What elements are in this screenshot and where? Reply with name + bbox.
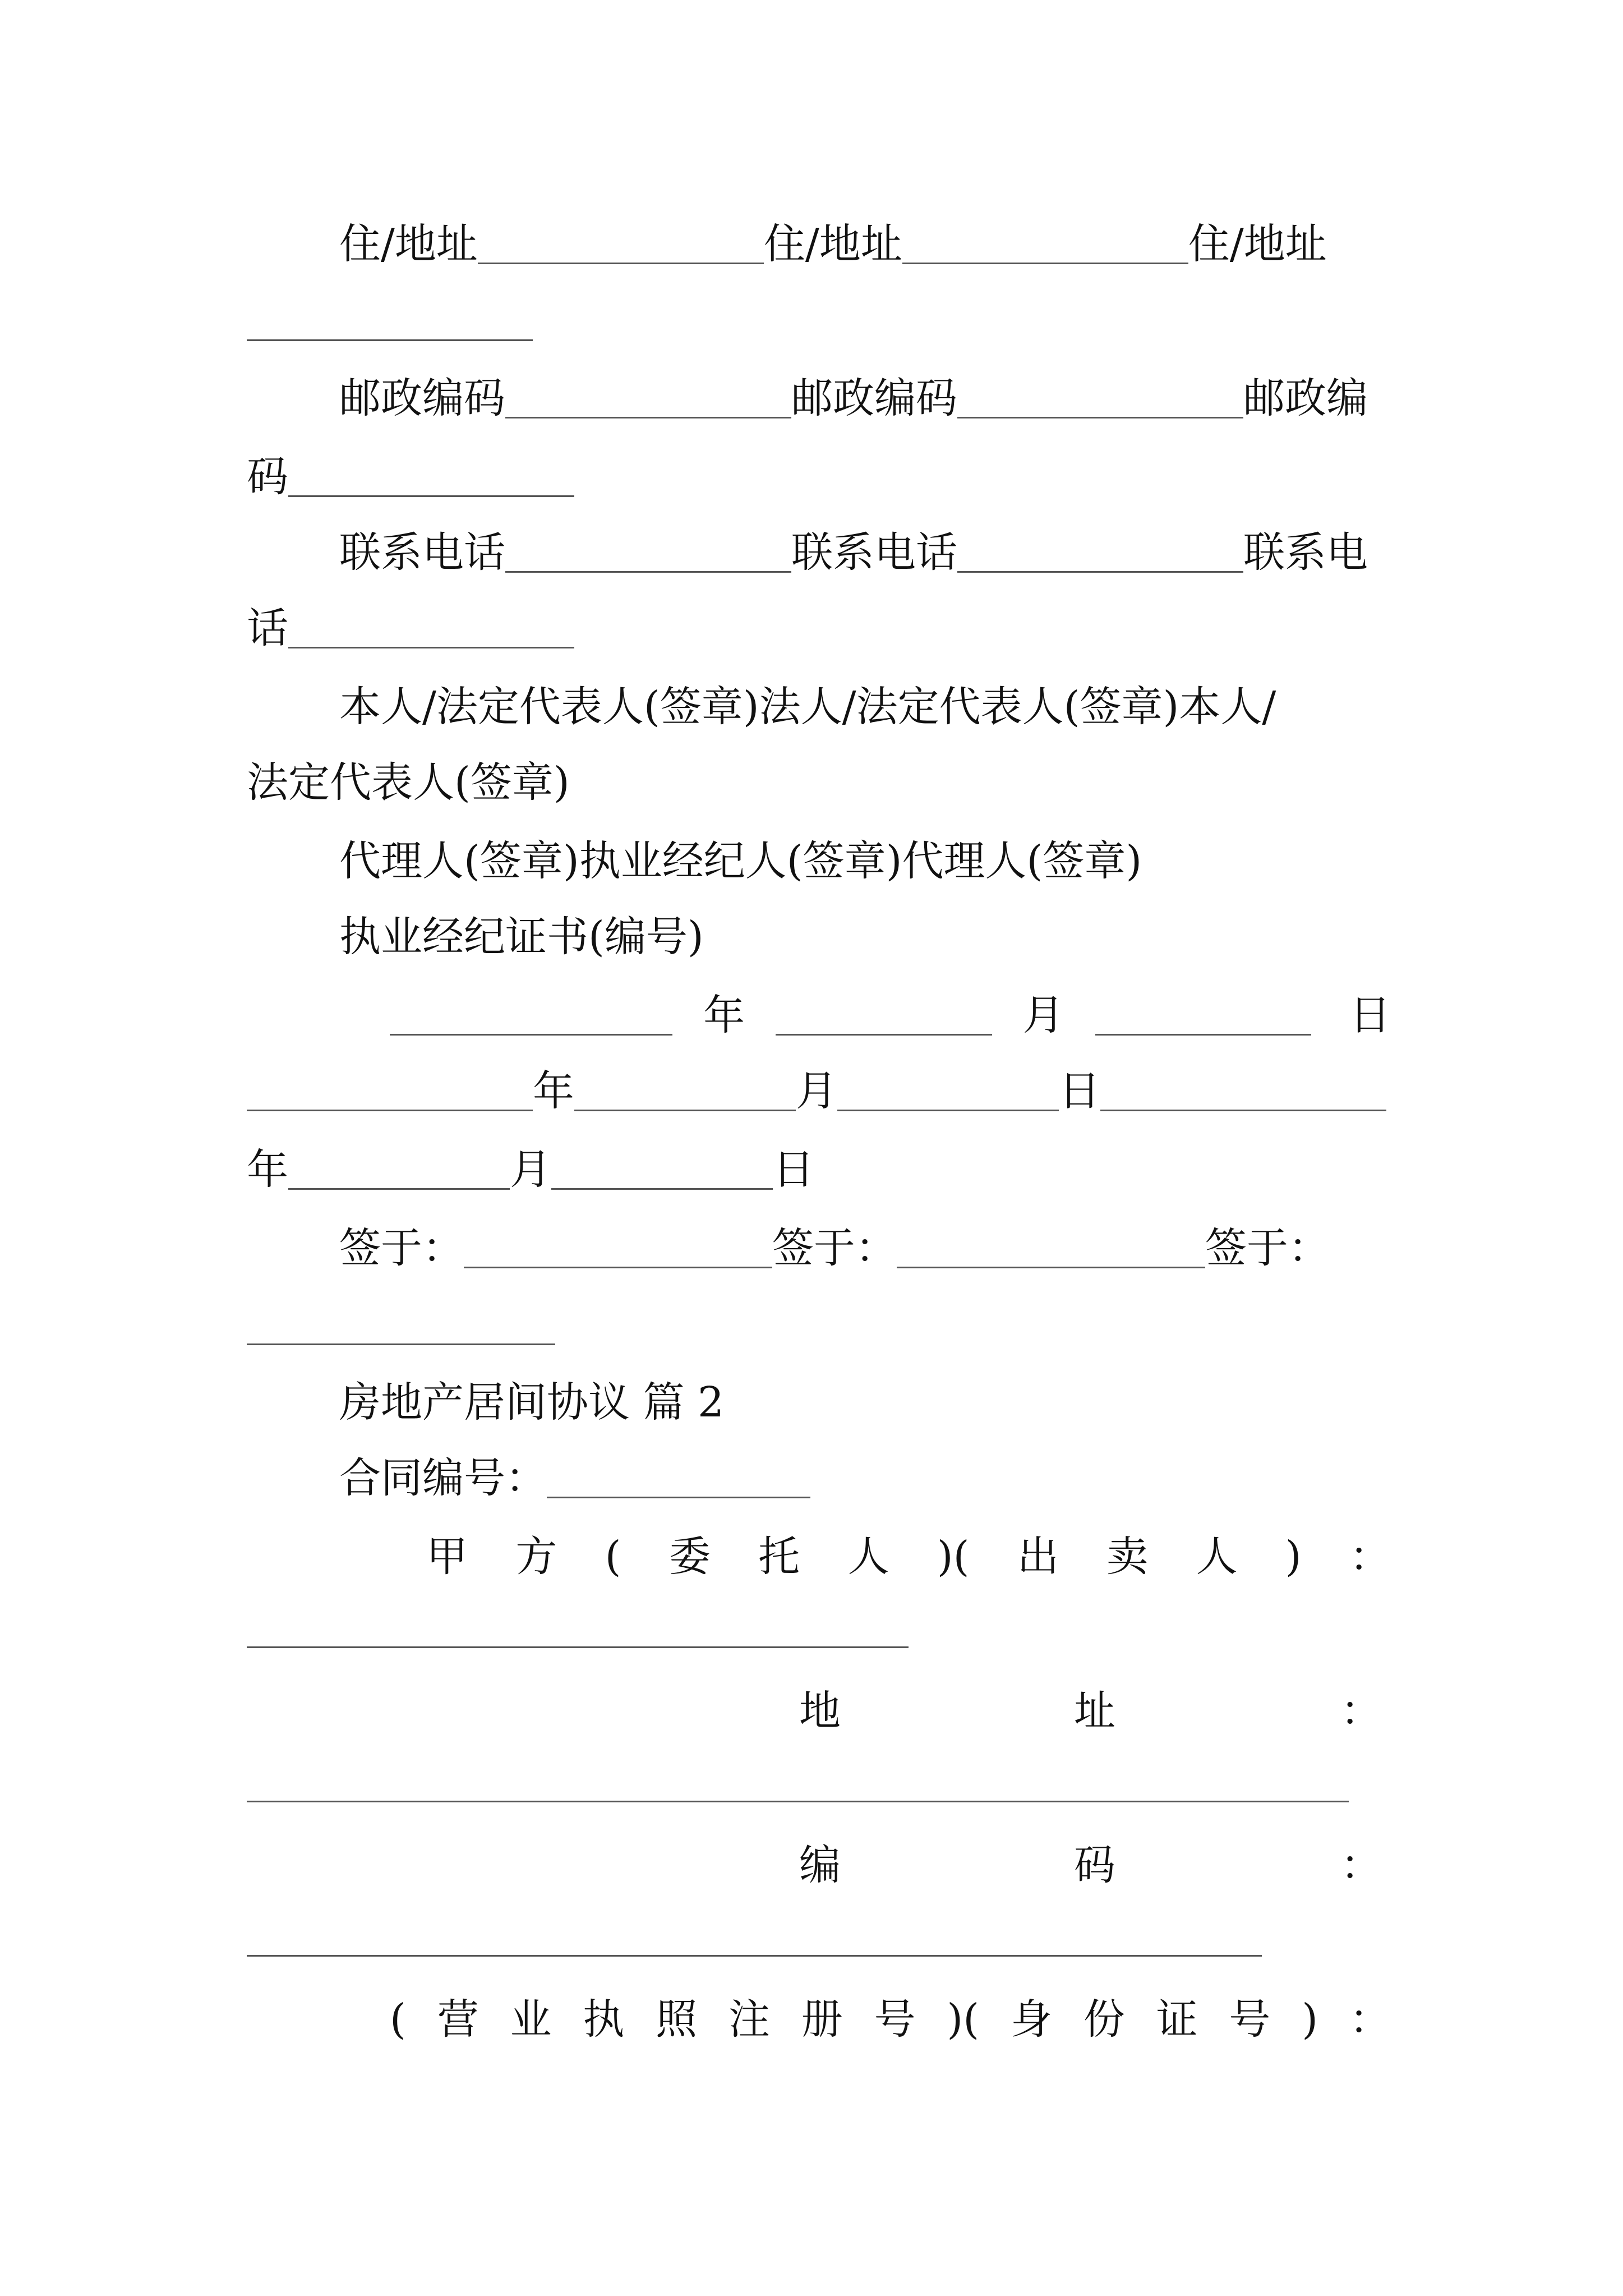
license-label-char: 业 [510,1995,552,2044]
date-row-cont [247,1130,1391,1209]
party-a-code-row [247,1826,1391,1904]
address-label: 住/地址 [763,220,902,268]
address-label-char: 址 [1074,1687,1115,1735]
phone-blank[interactable] [288,646,574,648]
phone-blank[interactable] [505,570,791,573]
license-label-char: 身 [1010,1995,1052,2044]
signed-at-label: 签于： [339,1224,464,1272]
postal-blank[interactable] [957,416,1243,418]
license-id-row [247,1980,1391,2059]
party-a-label-char: 托 [758,1533,800,1581]
signed-at-label: 签于： [1205,1224,1330,1272]
party-a-blank[interactable] [247,1646,909,1648]
day-label: 日 [773,1145,814,1194]
address-label-char: ： [1340,1687,1382,1735]
year-blank[interactable] [247,1109,533,1111]
party-a-address-row [247,1672,1391,1750]
license-label-char: 营 [437,1995,479,2044]
phone-row-cont [247,589,1391,668]
contract-number-label: 合同编号： [339,1454,547,1502]
day-blank[interactable] [1095,1033,1311,1036]
day-blank[interactable] [837,1109,1059,1111]
address-row [247,205,1391,283]
license-label-char: 份 [1083,1995,1125,2044]
year-blank[interactable] [1100,1109,1386,1111]
contract-number-row [247,1439,1391,1517]
license-label-char: 证 [1156,1995,1198,2044]
signed-at-label: 签于： [772,1224,897,1272]
party-a-code-blank[interactable] [247,1955,1262,1957]
postal-label-part: 码 [247,453,288,501]
party-a-label-char: ) [1285,1533,1302,1581]
signed-at-blank[interactable] [464,1266,772,1268]
postal-label-part: 邮政编 [1243,374,1368,422]
phone-row [247,513,1391,592]
phone-label: 联系电话 [339,528,505,577]
month-label: 月 [510,1145,551,1194]
license-label-char: ) [1302,1995,1318,2044]
party-a-label-char: ： [1349,1533,1391,1581]
party-a-label-char: 卖 [1106,1533,1149,1581]
certificate-line: 执业经纪证书(编号) [339,913,704,961]
date-row [247,1052,1391,1130]
party-a-label-char: 方 [515,1533,557,1581]
contract-number-blank[interactable] [547,1496,810,1498]
code-label-char: 编 [799,1841,841,1889]
address-blank[interactable] [902,262,1188,264]
license-label-char: 号 [874,1995,916,2044]
section-heading: 房地产居间协议 篇 2 [339,1378,725,1427]
month-blank[interactable] [574,1109,796,1111]
postal-blank[interactable] [288,495,574,497]
license-label-char: )( [947,1995,980,2044]
year-label: 年 [703,991,745,1039]
postal-label: 邮政编码 [339,374,505,422]
party-a-row [247,1517,1391,1596]
code-label-char: 码 [1074,1841,1115,1889]
phone-label-part: 联系电 [1243,528,1368,577]
day-label: 日 [1349,991,1391,1039]
license-label-char: 注 [728,1995,770,2044]
license-label-char: 册 [801,1995,843,2044]
license-label-char: 执 [583,1995,625,2044]
address-blank[interactable] [247,339,533,341]
license-label-char: ： [1349,1995,1391,2044]
postal-row-cont [247,438,1391,516]
day-blank[interactable] [551,1188,773,1190]
party-a-label-char: 人 [1196,1533,1238,1581]
signature-line-cont: 法定代表人(签章) [247,758,570,807]
date-row [247,976,1391,1055]
month-label: 月 [1022,991,1064,1039]
party-a-address-blank[interactable] [247,1801,1349,1802]
party-a-label-char: )( [937,1533,970,1581]
license-label-char: 照 [656,1995,698,2044]
signed-at-blank[interactable] [247,1343,555,1345]
postal-label: 邮政编码 [791,374,957,422]
month-blank[interactable] [288,1188,510,1190]
phone-label: 联系电话 [791,528,957,577]
party-a-label-char: ( [605,1533,621,1581]
code-label-char: ： [1340,1841,1382,1889]
signed-at-blank[interactable] [897,1266,1205,1268]
postal-blank[interactable] [505,416,791,418]
party-a-label-char: 人 [847,1533,889,1581]
address-label: 住/地址 [1188,220,1327,268]
address-blank[interactable] [478,262,764,264]
phone-label-part: 话 [247,604,288,652]
year-blank[interactable] [390,1033,672,1036]
signed-at-row [247,1209,1391,1287]
party-a-label-char: 甲 [426,1533,468,1581]
year-label: 年 [533,1067,574,1115]
agent-signature-line: 代理人(签章)执业经纪人(签章)代理人(签章) [339,837,1142,885]
signature-line: 本人/法定代表人(签章)法人/法定代表人(签章)本人/ [339,683,1276,731]
postal-row [247,359,1391,438]
phone-blank[interactable] [957,570,1243,573]
license-label-char: 号 [1229,1995,1271,2044]
year-label: 年 [247,1145,288,1194]
license-label-char: ( [390,1995,406,2044]
month-blank[interactable] [776,1033,992,1036]
address-label: 住/地址 [339,220,478,268]
party-a-label-char: 出 [1017,1533,1059,1581]
party-a-label-char: 委 [668,1533,711,1581]
address-label-char: 地 [799,1687,841,1735]
month-label: 月 [796,1067,837,1115]
day-label: 日 [1059,1067,1100,1115]
